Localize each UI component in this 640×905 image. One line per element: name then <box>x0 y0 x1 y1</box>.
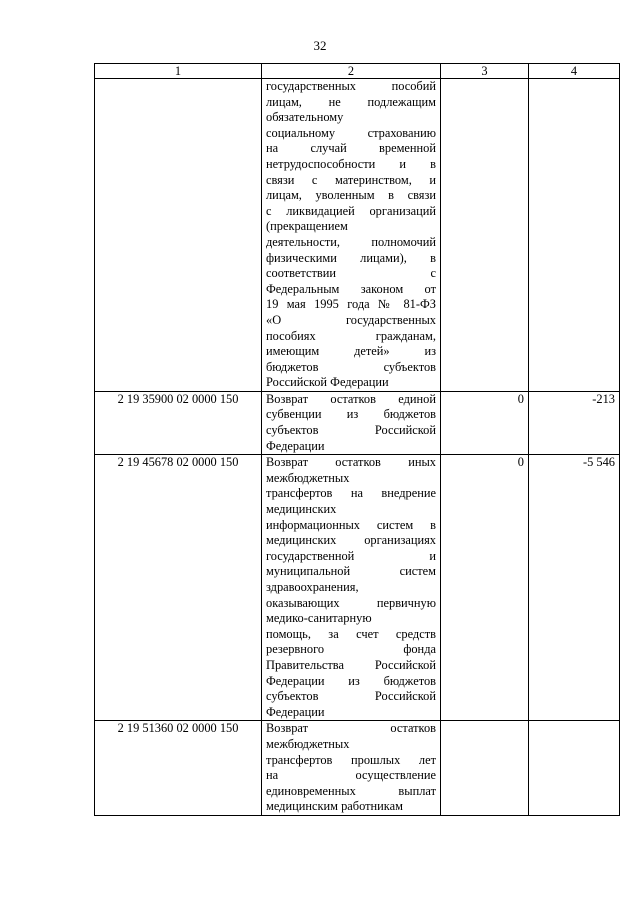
header-row <box>95 64 620 79</box>
table-row <box>95 721 620 816</box>
description-line: медицинских организациях <box>266 533 436 548</box>
description-line: Возврат остатков иных <box>266 455 436 470</box>
description-line: лицам, уволенным в связи <box>266 188 436 203</box>
description-line: Федерации из бюджетов <box>266 673 436 688</box>
description-line: лицам, не подлежащим <box>266 94 436 109</box>
table-body <box>95 79 620 816</box>
description-line: имеющим детей» из <box>266 344 436 359</box>
page-number: 32 <box>313 38 327 53</box>
description-line: здравоохранения, <box>266 580 359 594</box>
description-line: государственной и <box>266 548 436 563</box>
budget-code-cell: 2 19 35900 02 0000 150 <box>95 391 262 454</box>
description-line: межбюджетных <box>266 470 350 485</box>
description-line: Федерации <box>266 704 325 719</box>
description-line: Правительства Российской <box>266 657 436 672</box>
description-cell <box>262 391 441 454</box>
description-line: с ликвидацией организаций <box>266 203 436 218</box>
column-4-value-cell <box>529 721 620 816</box>
description-line: обязательному <box>266 110 344 125</box>
description-line: Федерации <box>266 438 325 453</box>
description-line: деятельности, полномочий <box>266 234 436 249</box>
description-line: нетрудоспособности и в <box>266 156 436 171</box>
description-line: на случай временной <box>266 141 436 156</box>
column-header-4: 4 <box>529 64 620 79</box>
column-3-value-cell: 0 <box>441 391 529 454</box>
table-row <box>95 79 620 392</box>
description-line: 19 мая 1995 года № 81-ФЗ <box>266 297 436 312</box>
description-line: трансфертов прошлых лет <box>266 752 436 767</box>
description-line: помощь, за счет средств <box>266 626 436 641</box>
description-line: социальному страхованию <box>266 125 436 140</box>
description-line: межбюджетных <box>266 736 350 751</box>
column-header-1: 1 <box>95 64 262 79</box>
column-3-value-cell <box>441 721 529 816</box>
description-line: оказывающих первичную <box>266 595 436 610</box>
description-line: медицинским работникам <box>266 799 403 814</box>
description-line: Возврат остатков <box>266 721 436 736</box>
description-line: (прекращением <box>266 219 348 234</box>
column-4-value-cell <box>529 79 620 392</box>
column-header-3: 3 <box>441 64 529 79</box>
budget-code-cell: 2 19 51360 02 0000 150 <box>95 721 262 816</box>
description-line: медицинских <box>266 502 337 517</box>
column-header-2: 2 <box>262 64 441 79</box>
description-line: субъектов Российской <box>266 689 436 704</box>
description-line: бюджетов субъектов <box>266 359 436 374</box>
description-line: Российской Федерации <box>266 375 389 390</box>
description-cell <box>262 79 441 392</box>
description-line: субвенции из бюджетов <box>266 407 436 422</box>
description-line: муниципальной систем <box>266 564 436 579</box>
description-line: информационных систем в <box>266 517 436 532</box>
description-line: физическими лицами), в <box>266 250 436 265</box>
description-cell <box>262 721 441 816</box>
description-line: трансфертов на внедрение <box>266 486 436 501</box>
column-4-value-cell: -213 <box>529 391 620 454</box>
description-line: соответствии с <box>266 266 436 281</box>
description-line: единовременных выплат <box>266 783 436 798</box>
column-3-value-cell: 0 <box>441 455 529 721</box>
description-line: резервного фонда <box>266 642 436 657</box>
description-cell <box>262 455 441 721</box>
column-4-value-cell: -5 546 <box>529 455 620 721</box>
description-line: «О государственных <box>266 312 436 327</box>
column-3-value-cell <box>441 79 529 392</box>
description-line: на осуществление <box>266 768 436 783</box>
description-line: государственных пособий <box>266 79 436 93</box>
table-row <box>95 455 620 721</box>
budget-code-cell: 2 19 45678 02 0000 150 <box>95 455 262 721</box>
table-row <box>95 391 620 454</box>
budget-table <box>94 63 620 816</box>
description-line: пособиях гражданам, <box>266 328 436 343</box>
description-line: медико-санитарную <box>266 611 372 626</box>
budget-code-cell <box>95 79 262 392</box>
description-line: Федеральным законом от <box>266 281 436 296</box>
description-line: связи с материнством, и <box>266 172 436 187</box>
description-line: Возврат остатков единой <box>266 391 436 406</box>
description-line: субъектов Российской <box>266 423 436 438</box>
